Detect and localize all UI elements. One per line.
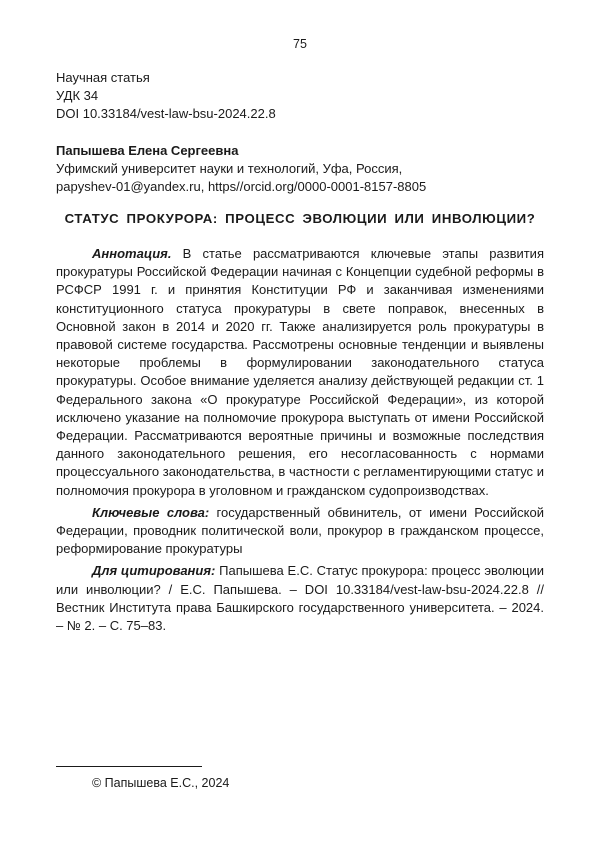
- abstract-text: В статье рассматриваются ключевые этапы развития прокуратуры Российской Федерации начиная с Концепции судебной реформы в РСФСР 1991 г. и принятия Конституции РФ и заканчивая изменениями конституционного статуса прокуратуры в свете поправок, внесенных в Основной закон в 2014 и 2020 гг. Также анализируется роль прокуратуры в правовой системе государства. Рассмотрены основные тенденции и выявлены некоторые проблемы в формулировании законодательного статуса прокуратуры. Особое внимание уделяется анализу действующей редакции ст. 1 Федерального закона «О прокуратуре Российской Федерации», из которой исключено указание на полномочие прокурора выступать от имени Российской Федерации. Рассматриваются вероятные причины и возможные последствия данного законодательного решения, его несогласованность с нормами процессуального законодательства, в частности с регламентирующими статус и полномочия прокурора в уголовном и гражданском судопроизводствах.: [56, 246, 544, 498]
- keywords-text: государственный обвинитель, от имени Российской Федерации, проводник политической воли, прокурор в гражданском процессе, реформирование прокуратуры: [56, 504, 544, 557]
- citation-text: Папышева Е.С. Статус прокурора: процесс эволюции или инволюции? / Е.С. Папышева. – DOI 10.33184/vest-law-bsu-2024.22.8 // Вестник Института права Башкирского государственного университета. – 2024. – № 2. – С. 75–83.: [56, 563, 544, 634]
- keywords-label: Ключевые слова:: [92, 504, 210, 520]
- copyright-footnote: © Папышева Е.С., 2024: [92, 776, 230, 790]
- udc-code: УДК 34: [56, 88, 99, 103]
- doi: DOI 10.33184/vest-law-bsu-2024.22.8: [56, 106, 276, 121]
- citation-paragraph: [56, 562, 544, 635]
- abstract-label: Аннотация.: [92, 246, 172, 261]
- keywords-paragraph: [56, 504, 544, 559]
- author-name: Папышева Елена Сергеевна: [56, 143, 239, 158]
- author-block: [56, 142, 426, 196]
- article-title: СТАТУС ПРОКУРОРА: ПРОЦЕСС ЭВОЛЮЦИИ ИЛИ ИНВОЛЮЦИИ?: [64, 211, 536, 226]
- footnote-divider: [56, 766, 202, 767]
- article-meta: [56, 69, 276, 123]
- author-affiliation: Уфимский университет науки и технологий, Уфа, Россия,: [56, 161, 403, 176]
- abstract-paragraph: [56, 245, 544, 500]
- article-body: [56, 245, 544, 639]
- page-number: 75: [293, 37, 307, 51]
- article-type: Научная статья: [56, 70, 150, 85]
- citation-label: Для цитирования:: [92, 563, 216, 579]
- author-contacts: papyshev-01@yandex.ru, https//orcid.org/0000-0001-8157-8805: [56, 179, 427, 194]
